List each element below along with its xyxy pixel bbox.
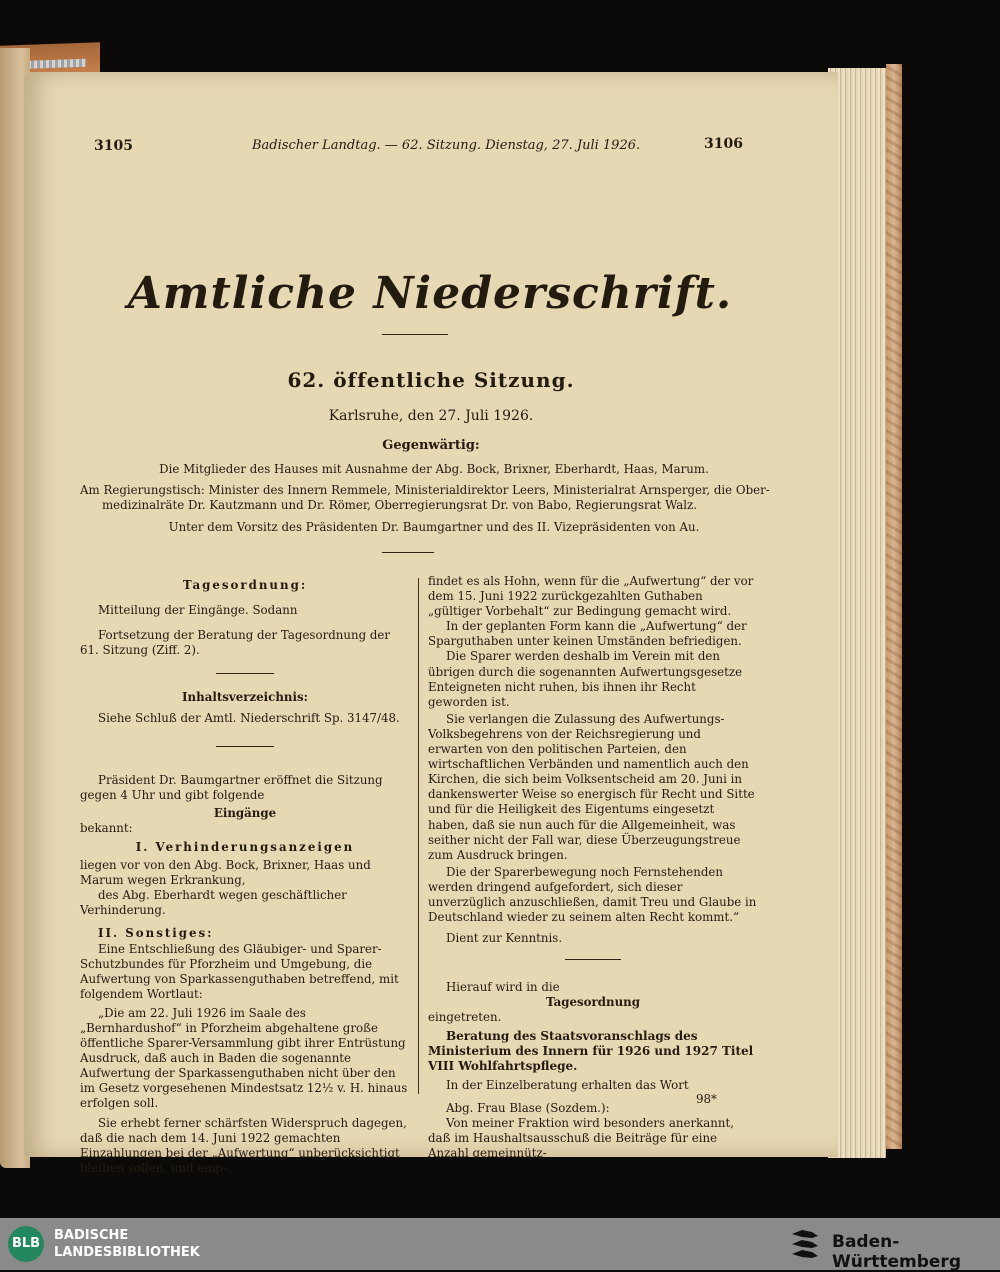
agenda-heading: Tagesordnung: bbox=[182, 578, 308, 592]
agenda-center-label: Tagesordnung bbox=[545, 995, 640, 1010]
agenda-item-2: Fortsetzung der Beratung der Tagesordnung der 61. Sitzung (Ziff. 2). bbox=[80, 628, 391, 658]
hierauf-text: Hierauf wird in die bbox=[446, 980, 560, 995]
session-heading: 62. öffentliche Sitzung. bbox=[287, 368, 575, 392]
left-page-number: 3105 bbox=[94, 138, 133, 154]
signature-mark: 98* bbox=[696, 1092, 717, 1106]
right-paragraph-3: Die Sparer werden deshalb im Verein mit den übrigen durch die sogenannten Aufwertungsgesetze Enteigneten nicht ruhen, bis ihnen ihr Recht geworden ist. bbox=[428, 649, 743, 709]
session-rule bbox=[382, 552, 434, 553]
section-2-text: Eine Entschließung des Gläubiger- und Sparer-Schutzbundes für Pforzheim und Umgebung, die Aufwertung von Sparkassenguthaben betreffend, mit folgendem Wortlaut: bbox=[80, 941, 399, 1001]
right-paragraph-4: Sie verlangen die Zulassung des Aufwertungs-Volksbegehrens von der Reichsregierung und erwarten von den politischen Parteien, den wirtschaftlichen Verbänden und namentlich auch den Kirchen, die sich beim Volksentscheid am 20. Juni in dankenswerter Weise so energisch für Recht und Sitte und für die Heiligkeit des Eigentums eingesetzt haben, daß sie nun auch für die Allgemeinheit, was seither nicht der Fall war, diese Überzeugungstreue zum Ausdruck bringen. bbox=[428, 711, 755, 862]
speaker-line: Abg. Frau Blase (Sozdem.): bbox=[446, 1100, 610, 1115]
bekannt-text: bekannt: bbox=[80, 820, 133, 835]
toc-rule bbox=[216, 746, 274, 747]
eingaenge-heading: Eingänge bbox=[213, 805, 277, 820]
library-name-line-2: LANDESBIBLIOTHEK bbox=[54, 1245, 200, 1260]
column-divider bbox=[418, 578, 419, 1094]
toc-heading: Inhaltsverzeichnis: bbox=[182, 690, 308, 705]
section-1-heading: I. Verhinderungsanzeigen bbox=[135, 839, 355, 854]
quote-paragraph-2: Sie erhebt ferner schärfsten Widerspruch dagegen, daß die nach dem 14. Juni 1922 gemachten Einzahlungen bei der „Aufwertung“ unberücksichtigt bleiben sollen, und emp- bbox=[80, 1115, 407, 1175]
bw-lions-icon bbox=[790, 1228, 820, 1260]
left-column bbox=[80, 578, 410, 1176]
present-members: Die Mitglieder des Hauses mit Ausnahme der Abg. Bock, Brixner, Eberhardt, Haas, Marum. bbox=[159, 462, 709, 476]
footer-bar bbox=[0, 1218, 1000, 1270]
government-line-2: medizinalräte Dr. Kautzmann und Dr. Römer, Oberregierungsrat Dr. von Babo, Regierungsrat Walz. bbox=[102, 498, 697, 512]
agenda-item-1: Mitteilung der Eingänge. Sodann bbox=[98, 603, 298, 618]
section-1-text-1: liegen vor von den Abg. Bock, Brixner, Haas und Marum wegen Erkrankung, bbox=[80, 858, 371, 888]
quote-paragraph-1: „Die am 22. Juli 1926 im Saale des „Bernhardushof“ in Pforzheim abgehaltene große öffentliche Sparer-Versammlung gibt ihrer Entrüstung Ausdruck, daß auch in Baden die sogenannte Aufwertung der Sparkassenguthaben nicht über den im Gesetz vorgesehenen Mindestsatz 12½ v. H. hinaus erfolgen soll. bbox=[80, 1005, 408, 1111]
right-paragraph-2: In der geplanten Form kann die „Aufwertung“ der Sparguthaben unter keinen Umständen befriedigen. bbox=[428, 619, 747, 649]
chair-line: Unter dem Vorsitz des Präsidenten Dr. Baumgartner und des II. Vizepräsidenten von Au. bbox=[168, 520, 700, 534]
eingetreten-text: eingetreten. bbox=[428, 1010, 502, 1025]
einzelberatung-text: In der Einzelberatung erhalten das Wort bbox=[446, 1077, 689, 1092]
library-name-line-1: BADISCHE bbox=[54, 1228, 129, 1243]
library-name bbox=[54, 1227, 200, 1261]
state-name: Baden-Württemberg bbox=[832, 1232, 961, 1272]
present-label: Gegenwärtig: bbox=[382, 438, 480, 453]
speech-text: Von meiner Fraktion wird besonders anerkannt, daß im Haushaltsausschuß die Beiträge für eine Anzahl gemeinnütz- bbox=[428, 1116, 734, 1161]
government-line-1: Am Regierungstisch: Minister des Innern Remmele, Ministerialdirektor Leers, Ministerialrat Arnsperger, die Ober- bbox=[80, 483, 770, 497]
right-paragraph-5: Die der Sparerbewegung noch Fernstehenden werden dringend aufgefordert, sich dieser unverzüglich anzuschließen, damit Treu und Glaube in Deutschland wieder zu seinem alten Recht kommt.“ bbox=[428, 864, 757, 925]
budget-heading: Beratung des Staatsvoranschlags des Ministerium des Innern für 1926 und 1927 Titel VIII Wohlfahrtspflege. bbox=[428, 1028, 754, 1073]
page-title: Amtliche Niederschrift. bbox=[127, 268, 733, 319]
place-date: Karlsruhe, den 27. Juli 1926. bbox=[328, 408, 534, 424]
document-page bbox=[24, 72, 838, 1175]
agenda-rule bbox=[216, 673, 274, 674]
book-cover bbox=[886, 64, 902, 1149]
running-title: Badischer Landtag. — 62. Sitzung. Dienstag, 27. Juli 1926. bbox=[252, 138, 641, 153]
right-paragraph-1: findet es als Hohn, wenn für die „Aufwertung“ der vor dem 15. Juni 1922 zurückgezahlten Guthaben „gültiger Vorbehalt“ zur Bedingung gemacht wird. bbox=[428, 574, 754, 619]
section-1-text-2: des Abg. Eberhardt wegen geschäftlicher Verhinderung. bbox=[80, 888, 347, 918]
blb-logo: BLB bbox=[8, 1226, 44, 1262]
opening-text: Präsident Dr. Baumgartner eröffnet die Sitzung gegen 4 Uhr und gibt folgende bbox=[80, 772, 383, 802]
toc-text: Siehe Schluß der Amtl. Niederschrift Sp. 3147/48. bbox=[98, 711, 400, 726]
right-column bbox=[428, 574, 758, 1161]
section-2-heading: II. Sonstiges: bbox=[98, 926, 214, 941]
kenntnis-text: Dient zur Kenntnis. bbox=[446, 931, 563, 946]
right-page-number: 3106 bbox=[704, 136, 743, 152]
right-rule bbox=[565, 959, 621, 960]
title-rule bbox=[382, 334, 448, 335]
